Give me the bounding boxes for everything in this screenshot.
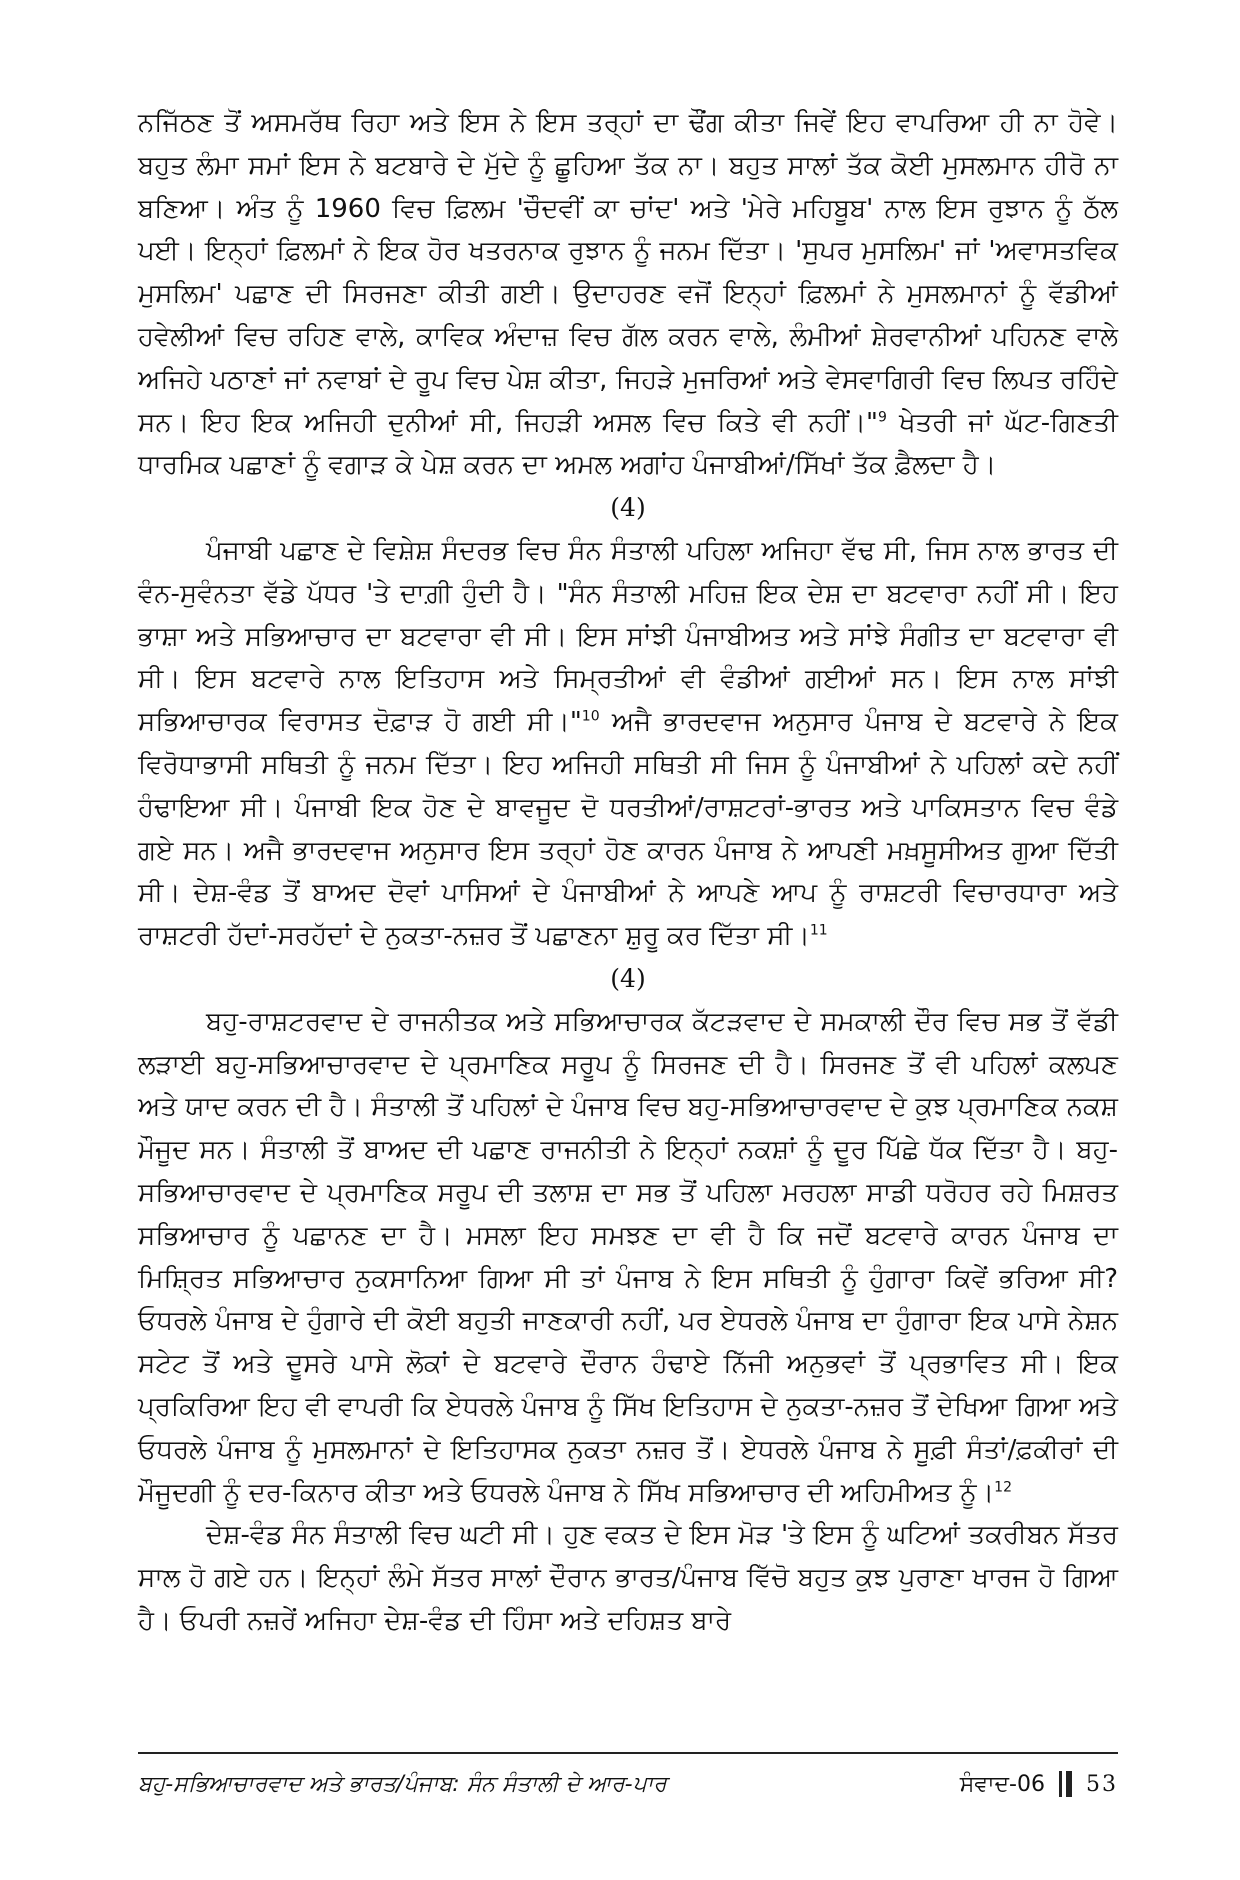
section-number: (4): [610, 493, 646, 523]
footnote-ref-12: 12: [994, 1478, 1012, 1495]
paragraph-1-text: ਨਜਿੱਠਣ ਤੋਂ ਅਸਮਰੱਥ ਰਿਹਾ ਅਤੇ ਇਸ ਨੇ ਇਸ ਤਰ੍ਹਾਂ ਦਾ ਢੌਂਗ ਕੀਤਾ ਜਿਵੇਂ ਇਹ ਵਾਪਰਿਆ ਹੀ ਨਾ ਹੋਵੇ। ਬਹੁਤ ਲੰਮਾ ਸਮਾਂ ਇਸ ਨੇ ਬਟਬਾਰੇ ਦੇ ਮੁੱਦੇ ਨੂੰ ਛੂਹਿਆ ਤੱਕ ਨਾ। ਬਹੁਤ ਸਾਲਾਂ ਤੱਕ ਕੋਈ ਮੁਸਲਮਾਨ ਹੀਰੋ ਨਾ ਬਣਿਆ। ਅੰਤ ਨੂੰ 1960 ਵਿਚ ਫ਼ਿਲਮ 'ਚੌਦਵੀਂ ਕਾ ਚਾਂਦ' ਅਤੇ 'ਮੇਰੇ ਮਹਿਬੂਬ' ਨਾਲ ਇਸ ਰੁਝਾਨ ਨੂੰ ਠੱਲ ਪਈ। ਇਨ੍ਹਾਂ ਫ਼ਿਲਮਾਂ ਨੇ ਇਕ ਹੋਰ ਖਤਰਨਾਕ ਰੁਝਾਨ ਨੂੰ ਜਨਮ ਦਿੱਤਾ। 'ਸੁਪਰ ਮੁਸਲਿਮ' ਜਾਂ 'ਅਵਾਸਤਵਿਕ ਮੁਸਲਿਮ' ਪਛਾਣ ਦੀ ਸਿਰਜਣਾ ਕੀਤੀ ਗਈ। ਉਦਾਹਰਣ ਵਜੋਂ ਇਨ੍ਹਾਂ ਫ਼ਿਲਮਾਂ ਨੇ ਮੁਸਲਮਾਨਾਂ ਨੂੰ ਵੱਡੀਆਂ ਹਵੇਲੀਆਂ ਵਿਚ ਰਹਿਣ ਵਾਲੇ, ਕਾਵਿਕ ਅੰਦਾਜ਼ ਵਿਚ ਗੱਲ ਕਰਨ ਵਾਲੇ, ਲੰਮੀਆਂ ਸ਼ੇਰਵਾਨੀਆਂ ਪਹਿਨਣ ਵਾਲੇ ਅਜਿਹੇ ਪਠਾਣਾਂ ਜਾਂ ਨਵਾਬਾਂ ਦੇ ਰੂਪ ਵਿਚ ਪੇਸ਼ ਕੀਤਾ, ਜਿਹੜੇ ਮੁਜਰਿਆਂ ਅਤੇ ਵੇਸਵਾਗਿਰੀ ਵਿਚ ਲਿਪਤ ਰਹਿੰਦੇ ਸਨ। ਇਹ ਇਕ ਅਜਿਹੀ ਦੁਨੀਆਂ ਸੀ, ਜਿਹੜੀ ਅਸਲ ਵਿਚ ਕਿਤੇ ਵੀ ਨਹੀਂ।": [138, 108, 1118, 438]
paragraph-4: [138, 1514, 1118, 1642]
paragraph-3-text: ਬਹੁ-ਰਾਸ਼ਟਰਵਾਦ ਦੇ ਰਾਜਨੀਤਕ ਅਤੇ ਸਭਿਆਚਾਰਕ ਕੱਟੜਵਾਦ ਦੇ ਸਮਕਾਲੀ ਦੌਰ ਵਿਚ ਸਭ ਤੋਂ ਵੱਡੀ ਲੜਾਈ ਬਹੁ-ਸਭਿਆਚਾਰਵਾਦ ਦੇ ਪ੍ਰਮਾਣਿਕ ਸਰੂਪ ਨੂੰ ਸਿਰਜਣ ਦੀ ਹੈ। ਸਿਰਜਣ ਤੋਂ ਵੀ ਪਹਿਲਾਂ ਕਲਪਣ ਅਤੇ ਯਾਦ ਕਰਨ ਦੀ ਹੈ। ਸੰਤਾਲੀ ਤੋਂ ਪਹਿਲਾਂ ਦੇ ਪੰਜਾਬ ਵਿਚ ਬਹੁ-ਸਭਿਆਚਾਰਵਾਦ ਦੇ ਕੁਝ ਪ੍ਰਮਾਣਿਕ ਨਕਸ਼ ਮੌਜੂਦ ਸਨ। ਸੰਤਾਲੀ ਤੋਂ ਬਾਅਦ ਦੀ ਪਛਾਣ ਰਾਜਨੀਤੀ ਨੇ ਇਨ੍ਹਾਂ ਨਕਸ਼ਾਂ ਨੂੰ ਦੂਰ ਪਿੱਛੇ ਧੱਕ ਦਿੱਤਾ ਹੈ। ਬਹੁ-ਸਭਿਆਚਾਰਵਾਦ ਦੇ ਪ੍ਰਮਾਣਿਕ ਸਰੂਪ ਦੀ ਤਲਾਸ਼ ਦਾ ਸਭ ਤੋਂ ਪਹਿਲਾ ਮਰਹਲਾ ਸਾਡੀ ਧਰੋਹਰ ਰਹੇ ਮਿਸ਼ਰਤ ਸਭਿਆਚਾਰ ਨੂੰ ਪਛਾਨਣ ਦਾ ਹੈ। ਮਸਲਾ ਇਹ ਸਮਝਣ ਦਾ ਵੀ ਹੈ ਕਿ ਜਦੋਂ ਬਟਵਾਰੇ ਕਾਰਨ ਪੰਜਾਬ ਦਾ ਮਿਸ਼੍ਰਿਤ ਸਭਿਆਚਾਰ ਨੁਕਸਾਨਿਆ ਗਿਆ ਸੀ ਤਾਂ ਪੰਜਾਬ ਨੇ ਇਸ ਸਥਿਤੀ ਨੂੰ ਹੁੰਗਾਰਾ ਕਿਵੇਂ ਭਰਿਆ ਸੀ? ਓਧਰਲੇ ਪੰਜਾਬ ਦੇ ਹੁੰਗਾਰੇ ਦੀ ਕੋਈ ਬਹੁਤੀ ਜਾਣਕਾਰੀ ਨਹੀਂ, ਪਰ ਏਧਰਲੇ ਪੰਜਾਬ ਦਾ ਹੁੰਗਾਰਾ ਇਕ ਪਾਸੇ ਨੇਸ਼ਨ ਸਟੇਟ ਤੋਂ ਅਤੇ ਦੂਸਰੇ ਪਾਸੇ ਲੋਕਾਂ ਦੇ ਬਟਵਾਰੇ ਦੌਰਾਨ ਹੰਢਾਏ ਨਿੱਜੀ ਅਨੁਭਵਾਂ ਤੋਂ ਪ੍ਰਭਾਵਿਤ ਸੀ। ਇਕ ਪ੍ਰਕਿਰਿਆ ਇਹ ਵੀ ਵਾਪਰੀ ਕਿ ਏਧਰਲੇ ਪੰਜਾਬ ਨੂੰ ਸਿੱਖ ਇਤਿਹਾਸ ਦੇ ਨੁਕਤਾ-ਨਜ਼ਰ ਤੋਂ ਦੇਖਿਆ ਗਿਆ ਅਤੇ ਓਧਰਲੇ ਪੰਜਾਬ ਨੂੰ ਮੁਸਲਮਾਨਾਂ ਦੇ ਇਤਿਹਾਸਕ ਨੁਕਤਾ ਨਜ਼ਰ ਤੋਂ। ਏਧਰਲੇ ਪੰਜਾਬ ਨੇ ਸੂਫ਼ੀ ਸੰਤਾਂ/ਫ਼ਕੀਰਾਂ ਦੀ ਮੌਜੂਦਗੀ ਨੂੰ ਦਰ-ਕਿਨਾਰ ਕੀਤਾ ਅਤੇ ਓਧਰਲੇ ਪੰਜਾਬ ਨੇ ਸਿੱਖ ਸਭਿਆਚਾਰ ਦੀ ਅਹਿਮੀਅਤ ਨੂੰ।: [138, 1006, 1118, 1508]
footnote-ref-9: 9: [878, 408, 887, 425]
paragraph-2-text: ਪੰਜਾਬੀ ਪਛਾਣ ਦੇ ਵਿਸ਼ੇਸ਼ ਸੰਦਰਭ ਵਿਚ ਸੰਨ ਸੰਤਾਲੀ ਪਹਿਲਾ ਅਜਿਹਾ ਵੱਢ ਸੀ, ਜਿਸ ਨਾਲ ਭਾਰਤ ਦੀ ਵੰਨ-ਸੁਵੰਨਤਾ ਵੱਡੇ ਪੱਧਰ 'ਤੇ ਦਾਗ਼ੀ ਹੁੰਦੀ ਹੈ। "ਸੰਨ ਸੰਤਾਲੀ ਮਹਿਜ਼ ਇਕ ਦੇਸ਼ ਦਾ ਬਟਵਾਰਾ ਨਹੀਂ ਸੀ। ਇਹ ਭਾਸ਼ਾ ਅਤੇ ਸਭਿਆਚਾਰ ਦਾ ਬਟਵਾਰਾ ਵੀ ਸੀ। ਇਸ ਸਾਂਝੀ ਪੰਜਾਬੀਅਤ ਅਤੇ ਸਾਂਝੇ ਸੰਗੀਤ ਦਾ ਬਟਵਾਰਾ ਵੀ ਸੀ। ਇਸ ਬਟਵਾਰੇ ਨਾਲ ਇਤਿਹਾਸ ਅਤੇ ਸਿਮ੍ਰਤੀਆਂ ਵੀ ਵੰਡੀਆਂ ਗਈਆਂ ਸਨ। ਇਸ ਨਾਲ ਸਾਂਝੀ ਸਭਿਆਚਾਰਕ ਵਿਰਾਸਤ ਦੋਫ਼ਾੜ ਹੋ ਗਈ ਸੀ।": [138, 535, 1118, 738]
running-title: ਬਹੁ-ਸਭਿਆਚਾਰਵਾਦ ਅਤੇ ਭਾਰਤ/ਪੰਜਾਬ: ਸੰਨ ਸੰਤਾਲੀ ਦੇ ਆਰ-ਪਾਰ: [138, 1771, 667, 1797]
footnote-ref-10: 10: [581, 708, 600, 725]
double-bar-icon: [1059, 1771, 1072, 1797]
footer-right: [960, 1771, 1118, 1797]
section-number: (4): [610, 963, 646, 993]
paragraph-2-tail: ਅਜੈ ਭਾਰਦਵਾਜ ਅਨੁਸਾਰ ਪੰਜਾਬ ਦੇ ਬਟਵਾਰੇ ਨੇ ਇਕ ਵਿਰੋਧਾਭਾਸੀ ਸਥਿਤੀ ਨੂੰ ਜਨਮ ਦਿੱਤਾ। ਇਹ ਅਜਿਹੀ ਸਥਿਤੀ ਸੀ ਜਿਸ ਨੂੰ ਪੰਜਾਬੀਆਂ ਨੇ ਪਹਿਲਾਂ ਕਦੇ ਨਹੀਂ ਹੰਢਾਇਆ ਸੀ। ਪੰਜਾਬੀ ਇਕ ਹੋਣ ਦੇ ਬਾਵਜੂਦ ਦੋ ਧਰਤੀਆਂ/ਰਾਸ਼ਟਰਾਂ-ਭਾਰਤ ਅਤੇ ਪਾਕਿਸਤਾਨ ਵਿਚ ਵੰਡੇ ਗਏ ਸਨ। ਅਜੈ ਭਾਰਦਵਾਜ ਅਨੁਸਾਰ ਇਸ ਤਰ੍ਹਾਂ ਹੋਣ ਕਾਰਨ ਪੰਜਾਬ ਨੇ ਆਪਣੀ ਮਖ਼ਸੂਸੀਅਤ ਗੁਆ ਦਿੱਤੀ ਸੀ। ਦੇਸ਼-ਵੰਡ ਤੋਂ ਬਾਅਦ ਦੋਵਾਂ ਪਾਸਿਆਂ ਦੇ ਪੰਜਾਬੀਆਂ ਨੇ ਆਪਣੇ ਆਪ ਨੂੰ ਰਾਸ਼ਟਰੀ ਵਿਚਾਰਧਾਰਾ ਅਤੇ ਰਾਸ਼ਟਰੀ ਹੱਦਾਂ-ਸਰਹੱਦਾਂ ਦੇ ਨੁਕਤਾ-ਨਜ਼ਰ ਤੋਂ ਪਛਾਣਨਾ ਸ਼ੁਰੂ ਕਰ ਦਿੱਤਾ ਸੀ।: [138, 707, 1118, 952]
paragraph-2: [138, 530, 1118, 958]
page-footer: [138, 1762, 1118, 1806]
footnote-ref-11: 11: [809, 922, 828, 939]
page-number: 53: [1086, 1771, 1118, 1797]
paragraph-1: [138, 102, 1118, 487]
page-body: [138, 102, 1118, 1643]
paragraph-3: [138, 1001, 1118, 1515]
paragraph-4-text: ਦੇਸ਼-ਵੰਡ ਸੰਨ ਸੰਤਾਲੀ ਵਿਚ ਘਟੀ ਸੀ। ਹੁਣ ਵਕਤ ਦੇ ਇਸ ਮੋੜ 'ਤੇ ਇਸ ਨੂੰ ਘਟਿਆਂ ਤਕਰੀਬਨ ਸੱਤਰ ਸਾਲ ਹੋ ਗਏ ਹਨ। ਇਨ੍ਹਾਂ ਲੰਮੇ ਸੱਤਰ ਸਾਲਾਂ ਦੌਰਾਨ ਭਾਰਤ/ਪੰਜਾਬ ਵਿੱਚੋ ਬਹੁਤ ਕੁਝ ਪੁਰਾਣਾ ਖਾਰਜ ਹੋ ਗਿਆ ਹੈ। ਓਪਰੀ ਨਜ਼ਰੇਂ ਅਜਿਹਾ ਦੇਸ਼-ਵੰਡ ਦੀ ਹਿੰਸਾ ਅਤੇ ਦਹਿਸ਼ਤ ਬਾਰੇ: [138, 1520, 1118, 1636]
footer-rule: [138, 1752, 1118, 1754]
paragraph-1-tail: ਖੇਤਰੀ ਜਾਂ ਘੱਟ-ਗਿਣਤੀ ਧਾਰਮਿਕ ਪਛਾਣਾਂ ਨੂੰ ਵਗਾੜ ਕੇ ਪੇਸ਼ ਕਰਨ ਦਾ ਅਮਲ ਅਗਾਂਹ ਪੰਜਾਬੀਆਂ/ਸਿੱਖਾਂ ਤੱਕ ਫ਼ੈਲਦਾ ਹੈ।: [138, 407, 1119, 481]
issue-label: ਸੰਵਾਦ-06: [959, 1771, 1045, 1797]
